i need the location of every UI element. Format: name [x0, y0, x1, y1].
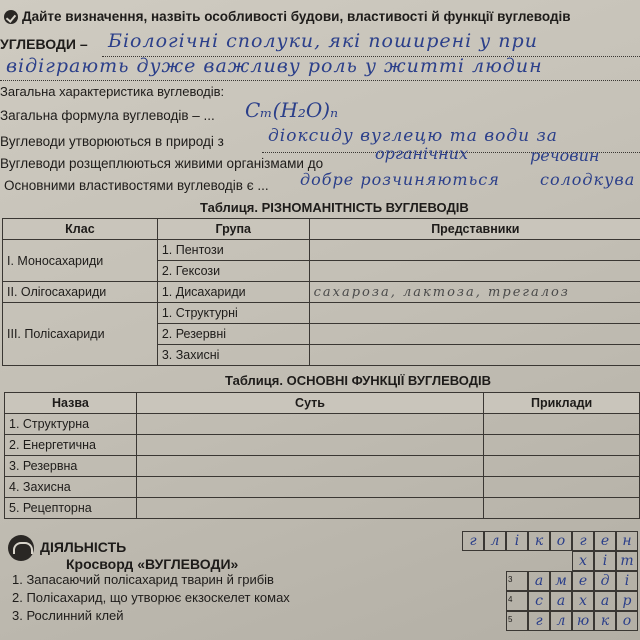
crossword-cell[interactable]: ю	[572, 611, 594, 631]
table-row	[5, 477, 640, 498]
definition-answer-1: Біологічні сполуки, які поширені у при	[108, 30, 538, 52]
header-group: Група	[157, 219, 309, 240]
formed-answer: діоксиду вуглецю та води за	[268, 126, 558, 146]
diversity-table	[2, 218, 640, 366]
table-row	[5, 435, 640, 456]
header-class: Клас	[3, 219, 158, 240]
crossword-cell[interactable]: к	[594, 611, 616, 631]
crossword-cell[interactable]: к	[528, 531, 550, 551]
crossword-cell[interactable]: н	[616, 531, 638, 551]
group-cell: 2. Гексози	[157, 261, 309, 282]
header-examples: Приклади	[484, 393, 640, 414]
crossword-title: Кросворд «ВУГЛЕВОДИ»	[66, 556, 239, 572]
table-row	[5, 456, 640, 477]
header-representatives: Представники	[309, 219, 640, 240]
examples-cell	[484, 414, 640, 435]
crossword-cell[interactable]: л	[550, 611, 572, 631]
crossword-cell[interactable]: г	[572, 531, 594, 551]
group-cell: 3. Захисні	[157, 345, 309, 366]
class-cell: ІІ. Олігосахариди	[3, 282, 158, 303]
crossword-clue-2: 2. Полісахарид, що утворює екзоскелет комах	[12, 590, 290, 605]
table2-header-row	[5, 393, 640, 414]
function-name-cell: 5. Рецепторна	[5, 498, 137, 519]
crossword-number: 3	[508, 575, 513, 584]
table1-header-row	[3, 219, 640, 240]
crossword-number: 5	[508, 615, 513, 624]
examples-cell	[484, 456, 640, 477]
table-row	[3, 282, 640, 303]
crossword-cell[interactable]: т	[616, 551, 638, 571]
representatives-cell: сахароза, лактоза, трегалоз	[309, 282, 640, 303]
table2-title: Таблиця. ОСНОВНІ ФУНКЦІЇ ВУГЛЕВОДІВ	[225, 373, 492, 388]
task-check-icon	[4, 10, 18, 24]
crossword-cell[interactable]: с	[528, 591, 550, 611]
crossword-cell[interactable]: г	[462, 531, 484, 551]
crossword-cell[interactable]: х	[572, 591, 594, 611]
essence-cell	[136, 498, 483, 519]
examples-cell	[484, 477, 640, 498]
definition-line-2	[0, 80, 640, 81]
task-instruction: Дайте визначення, назвіть особливості будови, властивості й функції вуглеводів	[22, 9, 571, 24]
table-row	[3, 303, 640, 324]
crossword-cell[interactable]: і	[594, 551, 616, 571]
group-cell: 1. Пентози	[157, 240, 309, 261]
table-row	[5, 498, 640, 519]
essence-cell	[136, 477, 483, 498]
formed-label: Вуглеводи утворюються в природі з	[0, 134, 224, 149]
class-cell: ІІІ. Полісахариди	[3, 303, 158, 366]
essence-cell	[136, 456, 483, 477]
table-row	[5, 414, 640, 435]
representatives-cell	[309, 240, 640, 261]
props-label: Основними властивостями вуглеводів є ...	[4, 178, 269, 193]
crossword-cell[interactable]: м	[550, 571, 572, 591]
function-name-cell: 1. Структурна	[5, 414, 137, 435]
essence-cell	[136, 435, 483, 456]
crossword-cell[interactable]: х	[572, 551, 594, 571]
representatives-cell	[309, 324, 640, 345]
representatives-cell	[309, 345, 640, 366]
examples-cell	[484, 435, 640, 456]
table1-title: Таблиця. РІЗНОМАНІТНІСТЬ ВУГЛЕВОДІВ	[200, 200, 469, 215]
group-cell: 1. Структурні	[157, 303, 309, 324]
crossword-cell[interactable]: о	[616, 611, 638, 631]
representatives-cell	[309, 303, 640, 324]
formula-answer: Cₘ(H₂O)ₙ	[245, 98, 339, 122]
crossword-cell[interactable]: г	[528, 611, 550, 631]
crossword-cell[interactable]: і	[616, 571, 638, 591]
crossword-cell[interactable]	[506, 591, 528, 611]
crossword-cell[interactable]: л	[484, 531, 506, 551]
definition-answer-2: відіграють дуже важливу роль у житті людин	[6, 55, 543, 77]
split-answer-1: органічних	[375, 144, 468, 163]
crossword-cell[interactable]: а	[528, 571, 550, 591]
crossword-cell[interactable]: р	[616, 591, 638, 611]
activity-heading: ДІЯЛЬНІСТЬ	[40, 539, 127, 555]
split-answer-2: речовин	[530, 146, 600, 165]
formula-label: Загальна формула вуглеводів – ...	[0, 108, 215, 123]
group-cell: 1. Дисахариди	[157, 282, 309, 303]
header-name: Назва	[5, 393, 137, 414]
crossword-cell[interactable]: о	[550, 531, 572, 551]
props-answer-1: добре розчиняються	[300, 170, 500, 189]
class-cell: І. Моносахариди	[3, 240, 158, 282]
function-name-cell: 3. Резервна	[5, 456, 137, 477]
crossword-clue-3: 3. Рослинний клей	[12, 608, 124, 623]
split-label: Вуглеводи розщеплюються живими організмами до	[0, 156, 324, 171]
functions-table	[4, 392, 640, 519]
crossword-clue-1: 1. Запасаючий полісахарид тварин й грибів	[12, 572, 274, 587]
group-cell: 2. Резервні	[157, 324, 309, 345]
crossword-cell[interactable]	[506, 571, 528, 591]
crossword-cell[interactable]	[506, 611, 528, 631]
definition-label: УГЛЕВОДИ –	[0, 36, 88, 52]
function-name-cell: 2. Енергетична	[5, 435, 137, 456]
essence-cell	[136, 414, 483, 435]
props-answer-2: солодкува	[540, 170, 636, 189]
activity-icon	[8, 535, 34, 561]
function-name-cell: 4. Захисна	[5, 477, 137, 498]
crossword-cell[interactable]: е	[594, 531, 616, 551]
representatives-cell	[309, 261, 640, 282]
crossword-cell[interactable]: а	[594, 591, 616, 611]
examples-cell	[484, 498, 640, 519]
crossword-cell[interactable]: д	[594, 571, 616, 591]
crossword-cell[interactable]: е	[572, 571, 594, 591]
crossword-number: 4	[508, 595, 513, 604]
general-heading: Загальна характеристика вуглеводів:	[0, 84, 225, 99]
crossword-cell[interactable]: і	[506, 531, 528, 551]
crossword-cell[interactable]: а	[550, 591, 572, 611]
table-row	[3, 240, 640, 261]
header-essence: Суть	[136, 393, 483, 414]
